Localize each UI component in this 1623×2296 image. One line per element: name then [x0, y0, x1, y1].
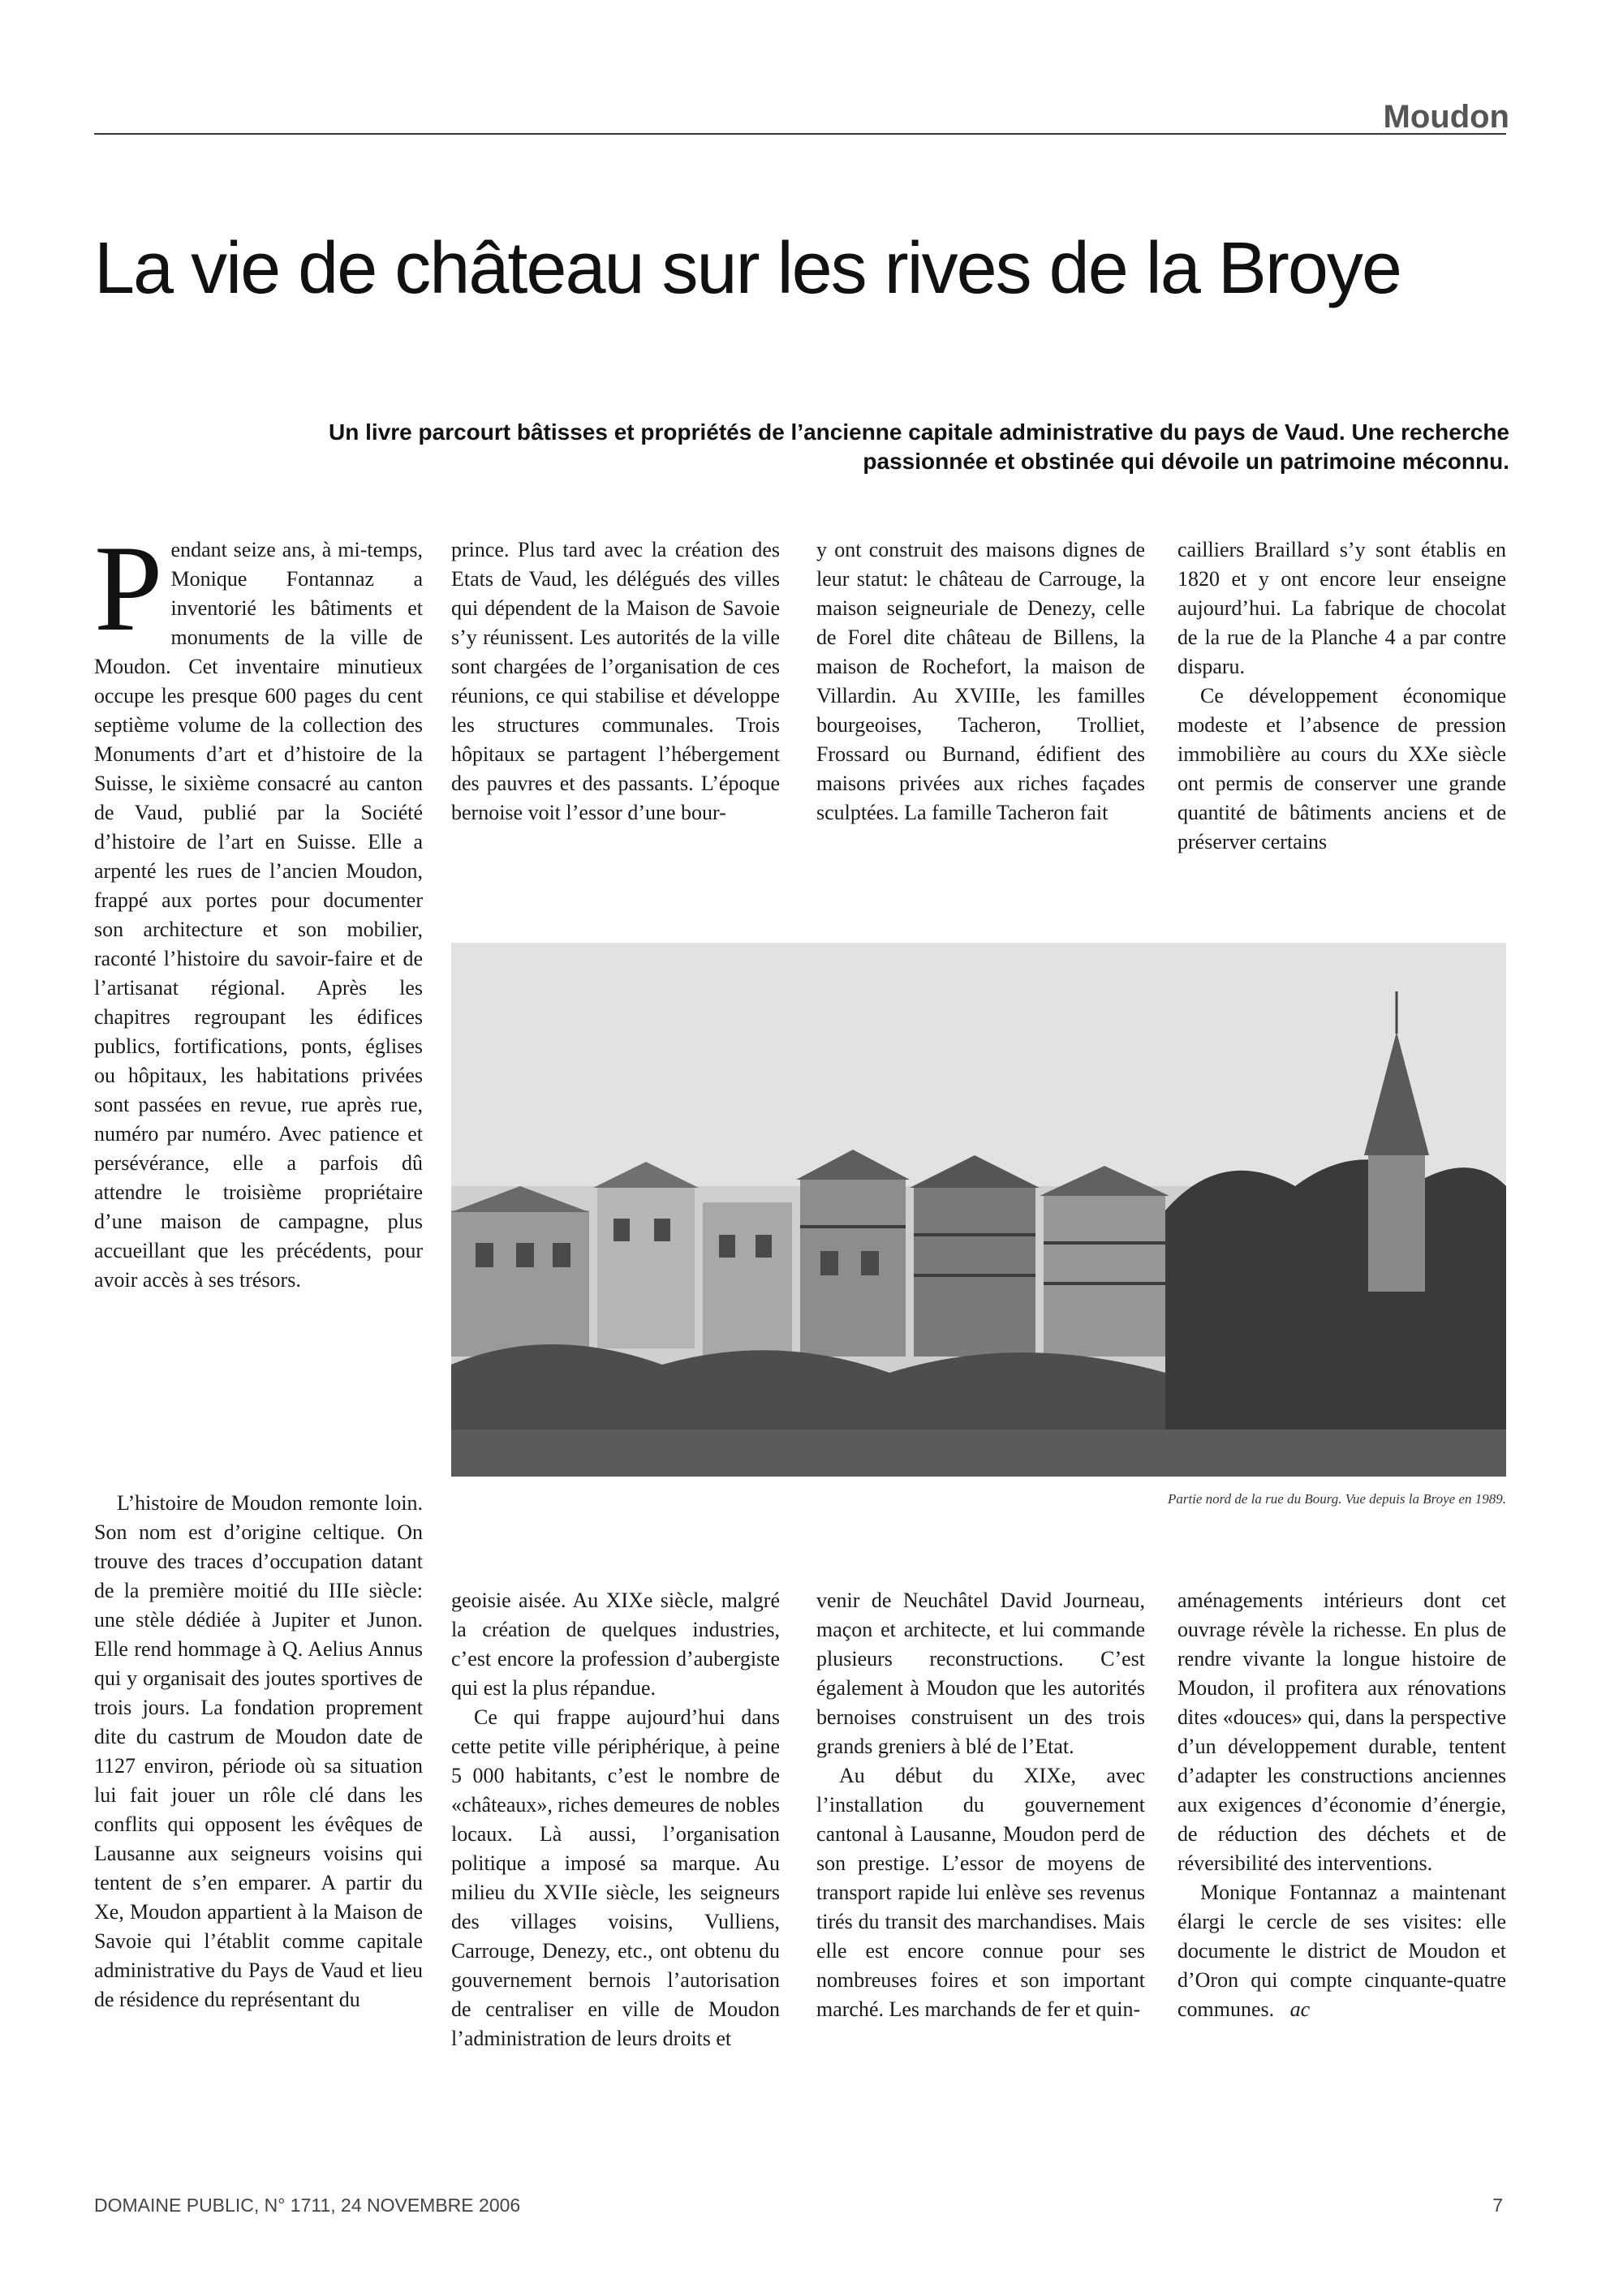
paragraph: venir de Neuchâtel David Journeau, maçon et architecte, et lui commande plusieurs reconstructions. C’est également à Moudon que les autorités bernoises construisent un des trois grands greniers à blé de l’Etat. [816, 1589, 1145, 1758]
section-label: Moudon [1383, 99, 1509, 135]
paragraph: geoisie aisée. Au XIXe siècle, malgré la création de quelques industries, c’est encore la profession d’aubergiste qui est la plus répandue. [451, 1589, 780, 1700]
author-signature: ac [1289, 1997, 1311, 2021]
paragraph: prince. Plus tard avec la création des Etats de Vaud, les délégués des villes qui dépendent de la Maison de Savoie s’y réunissent. Les autorités de la ville sont chargées de l’organisation de ces réunions, ce qui stabilise et développe les structures communales. Trois hôpitaux se partagent l’hébergement des pauvres et des passants. L’époque bernoise voit l’essor d’une bour- [451, 538, 780, 824]
column-3-bottom [816, 1586, 1145, 2024]
paragraph [94, 520, 423, 1295]
drop-cap: P [94, 520, 163, 656]
paragraph: L’histoire de Moudon remonte loin. Son nom est d’origine celtique. On trouve des traces d’occupation datant de la première moitié du IIIe siècle: une stèle dédiée à Jupiter et Junon. Elle rend hommage à Q. Aelius Annus qui y organisait des joutes sportives de trois jours. La fondation proprement dite du castrum de Moudon date de 1127 environ, période où sa situation lui fait jouer un rôle clé dans les conflits qui opposent les évêques de Lausanne aux seigneurs voisins qui tentent de s’en emparer. A partir du Xe, Moudon appartient à la Maison de Savoie qui l’établit comme capitale administrative du Pays de Vaud et lieu de résidence du représentant du [94, 1491, 423, 2011]
column-3-top [816, 535, 1145, 828]
paragraph: Ce développement économique modeste et l’absence de pression immobilière au cours du XXe siècle ont permis de conserver une grande quantité de bâtiments anciens et de préserver certains [1177, 684, 1506, 853]
footer-publication: DOMAINE PUBLIC, N° 1711, 24 NOVEMBRE 2006 [94, 2195, 521, 2216]
page-number: 7 [1492, 2195, 1503, 2216]
article-title: La vie de château sur les rives de la Broye [94, 228, 1401, 309]
paragraph-text: endant seize ans, à mi-temps, Monique Fontannaz a inventorié les bâtiments et monuments de la ville de Moudon. Cet inventaire minutieux occupe les presque 600 pages du cent septième volume de la collection des Monuments d’art et d’histoire de la Suisse, le sixième consacré au canton de Vaud, publié par la Société d’histoire de l’art en Suisse. Elle a arpenté les rues de l’ancien Moudon, frappé aux portes pour documenter son architecture et son mobilier, raconté l’histoire du savoir-faire et de l’artisanat régional. Après les chapitres regroupant les édifices publics, fortifications, ponts, églises ou hôpitaux, les habitations privées sont passées en revue, rue après rue, numéro par numéro. Avec patience et persévérance, elle a parfois dû attendre le troisième propriétaire d’une maison de campagne, plus accueillant que les précédents, pour avoir accès à ses trésors. [94, 538, 423, 1292]
column-2-top [451, 535, 780, 828]
paragraph: aménagements intérieurs dont cet ouvrage révèle la richesse. En plus de rendre vivante la longue histoire de Moudon, il profitera aux rénovations dites «douces» qui, dans la perspective d’un développement durable, tentent d’adapter les constructions anciennes aux exigences d’économie d’énergie, de réduction des déchets et de réversibilité des interventions. [1177, 1589, 1506, 1875]
paragraph [1177, 1878, 1506, 2024]
column-1-top [94, 520, 423, 1295]
column-4-top [1177, 535, 1506, 857]
paragraph-text: Monique Fontannaz a maintenant élargi le cercle de ses visites: elle documente le district de Moudon et d’Oron qui compte cinquante-quatre communes. [1177, 1881, 1506, 2021]
article-photo [451, 943, 1506, 1477]
paragraph: Ce qui frappe aujourd’hui dans cette petite ville périphérique, à peine 5 000 habitants, c’est le nombre de «châteaux», riches demeures de nobles locaux. Là aussi, l’organisation politique a imposé sa marque. Au milieu du XVIIe siècle, les seigneurs des villages voisins, Vulliens, Carrouge, Denezy, etc., ont obtenu du gouvernement bernois l’autorisation de centraliser en ville de Moudon l’administration de leurs droits et [451, 1705, 781, 2050]
column-1-bottom [94, 1489, 423, 2014]
header-rule [94, 133, 1506, 135]
column-2-bottom [451, 1586, 780, 2053]
paragraph: cailliers Braillard s’y sont établis en 1820 et y ont encore leur enseigne aujourd’hui. La fabrique de chocolat de la rue de la Planche 4 a par contre disparu. [1177, 538, 1506, 678]
photo-illustration [451, 943, 1506, 1477]
paragraph: y ont construit des maisons dignes de leur statut: le château de Carrouge, la maison seigneuriale de Denezy, celle de Forel dite château de Billens, la maison de Rochefort, la maison de Villardin. Au XVIIIe, les familles bourgeoises, Tacheron, Trolliet, Frossard ou Burnand, édifient des maisons privées aux riches façades sculptées. La famille Tacheron fait [816, 538, 1145, 824]
column-4-bottom [1177, 1586, 1506, 2024]
paragraph: Au début du XIXe, avec l’installation du gouvernement cantonal à Lausanne, Moudon perd de son prestige. L’essor de moyens de transport rapide lui enlève ses revenus tirés du transit des marchandises. Mais elle est encore connue pour ses nombreuses foires et son important marché. Les marchands de fer et quin- [816, 1764, 1145, 2021]
article-lead: Un livre parcourt bâtisses et propriétés de l’ancienne capitale administrative du pays de Vaud. Une recherche passionnée et obstinée qui dévoile un patrimoine méconnu. [329, 419, 1509, 475]
photo-caption: Partie nord de la rue du Bourg. Vue depuis la Broye en 1989. [1167, 1491, 1506, 1507]
